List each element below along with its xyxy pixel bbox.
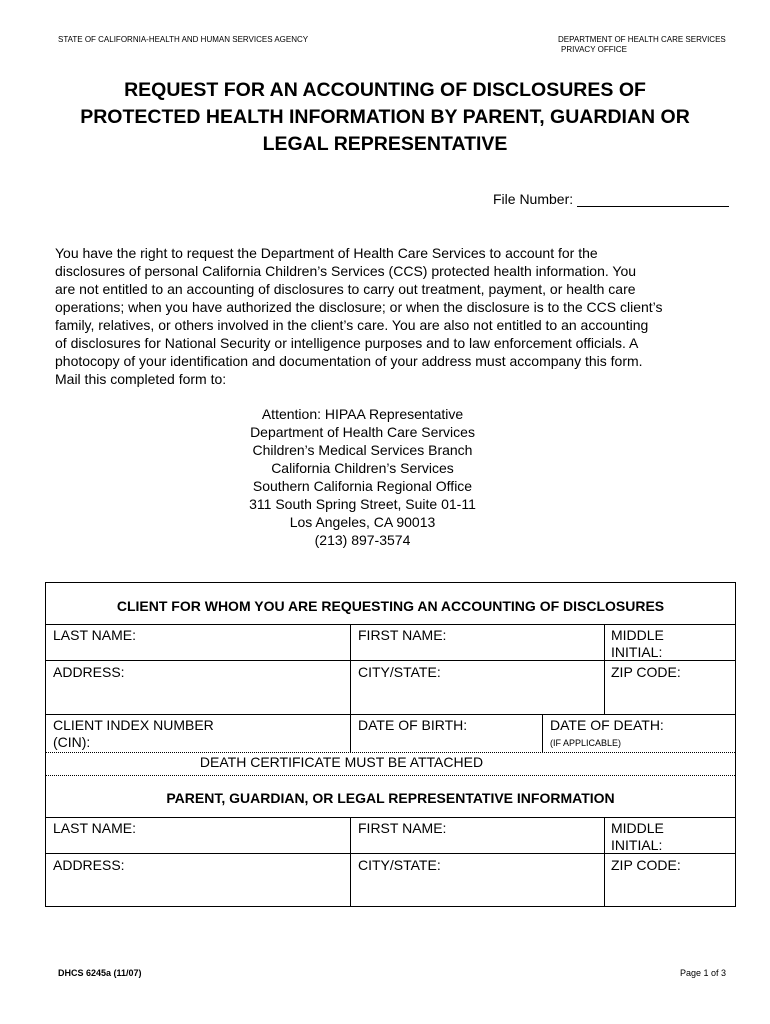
agency-header: STATE OF CALIFORNIA-HEALTH AND HUMAN SERVICES AGENCY [58,35,309,44]
form-id: DHCS 6245a (11/07) [58,968,142,978]
address-line: Los Angeles, CA 90013 [289,514,436,530]
client-last-name-label[interactable]: LAST NAME: [53,627,136,643]
privacy-office-header: PRIVACY OFFICE [561,45,627,54]
mailing-address [200,405,525,549]
rep-middle-initial-label[interactable] [611,820,664,854]
initial-label-line: INITIAL: [611,837,663,853]
middle-label-line: MIDDLE [611,820,664,836]
client-section-title: CLIENT FOR WHOM YOU ARE REQUESTING AN ACCOUNTING OF DISCLOSURES [116,598,665,614]
divider [46,775,735,776]
column-divider [350,624,351,752]
address-line: California Children’s Services [271,460,454,476]
cin-label-line: (CIN): [53,734,91,750]
rep-last-name-label[interactable]: LAST NAME: [53,820,136,836]
title-line-3: LEGAL REPRESENTATIVE [262,133,508,155]
client-dob-label[interactable]: DATE OF BIRTH: [358,717,468,733]
title-line-1: REQUEST FOR AN ACCOUNTING OF DISCLOSURES OF [124,79,646,101]
column-divider [604,624,605,714]
department-header: DEPARTMENT OF HEALTH CARE SERVICES [558,35,726,44]
address-line: (213) 897-3574 [314,532,411,548]
intro-line: operations; when you have authorized the disclosure; or when the disclosure is to the CCS client’s [55,299,663,315]
if-applicable-note: (IF APPLICABLE) [550,738,622,748]
rep-zip-code-label[interactable]: ZIP CODE: [611,857,681,873]
cin-label-line: CLIENT INDEX NUMBER [53,717,214,733]
divider [46,752,735,753]
death-certificate-note: DEATH CERTIFICATE MUST BE ATTACHED [199,754,484,770]
initial-label-line: INITIAL: [611,644,663,660]
column-divider [542,714,543,752]
page-number: Page 1 of 3 [680,968,727,978]
rep-address-label[interactable]: ADDRESS: [53,857,125,873]
intro-line: family, relatives, or others involved in the client’s care. You are also not entitled to an accounting [55,317,649,333]
client-middle-initial-label[interactable] [611,627,664,661]
file-number-field[interactable] [577,192,729,207]
intro-line: of disclosures for National Security or intelligence purposes and to law enforcement officials. A [55,335,639,351]
address-line: Attention: HIPAA Representative [261,406,464,422]
divider [46,817,735,818]
rep-city-state-label[interactable]: CITY/STATE: [358,857,441,873]
intro-line: You have the right to request the Department of Health Care Services to account for the [55,245,598,261]
divider [46,624,735,625]
address-line: Southern California Regional Office [252,478,473,494]
client-address-label[interactable]: ADDRESS: [53,664,125,680]
client-cin-label[interactable] [53,717,214,751]
column-divider [350,817,351,907]
intro-line: photocopy of your identification and documentation of your address must accompany this form. [55,353,643,369]
intro-paragraph [55,244,725,388]
client-zip-code-label[interactable]: ZIP CODE: [611,664,681,680]
middle-label-line: MIDDLE [611,627,664,643]
rep-section-title: PARENT, GUARDIAN, OR LEGAL REPRESENTATIVE INFORMATION [166,790,615,806]
rep-first-name-label[interactable]: FIRST NAME: [358,820,447,836]
request-form [45,582,736,907]
file-number [493,191,729,207]
intro-line: are not entitled to an accounting of disclosures to carry out treatment, payment, or health care [55,281,636,297]
intro-line: Mail this completed form to: [55,371,227,387]
title-line-2: PROTECTED HEALTH INFORMATION BY PARENT, GUARDIAN OR [80,106,690,128]
client-city-state-label[interactable]: CITY/STATE: [358,664,441,680]
client-first-name-label[interactable]: FIRST NAME: [358,627,447,643]
address-line: Department of Health Care Services [250,424,475,440]
column-divider [604,817,605,907]
client-dod-label[interactable]: DATE OF DEATH: [550,717,664,733]
file-number-label: File Number: [493,191,574,207]
intro-line: disclosures of personal California Children’s Services (CCS) protected health information. You [55,263,637,279]
page-title [40,77,730,158]
address-line: 311 South Spring Street, Suite 01-11 [249,496,476,512]
divider [46,714,735,715]
address-line: Children’s Medical Services Branch [252,442,473,458]
